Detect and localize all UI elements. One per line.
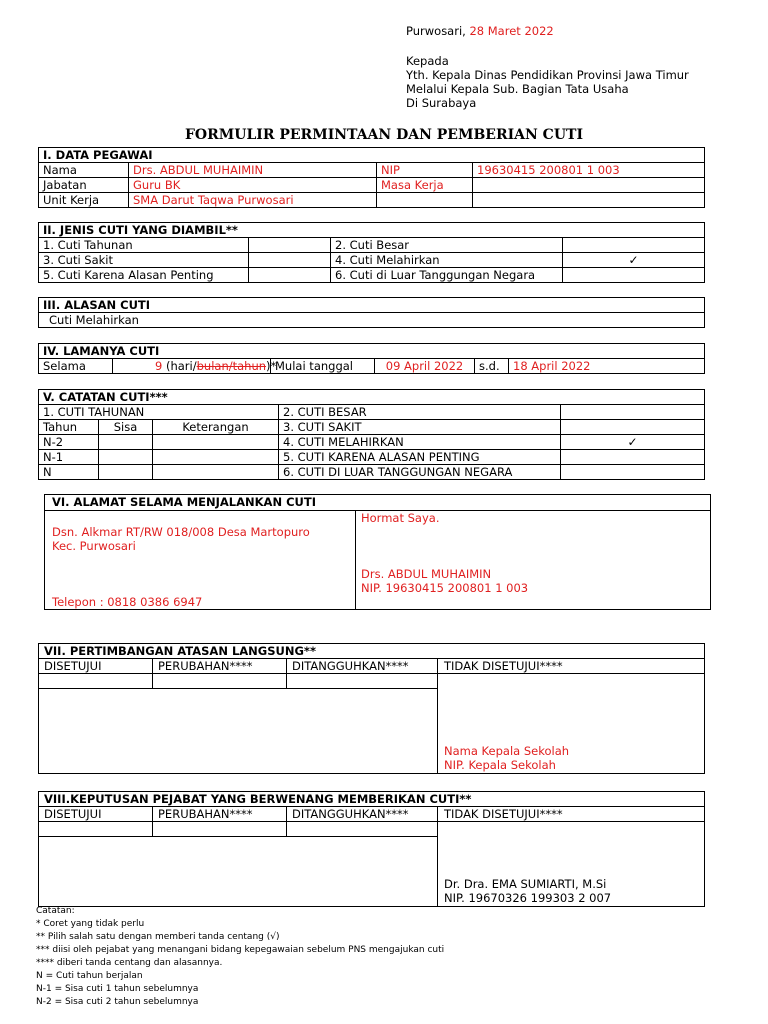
col-disetujui: DISETUJUI [44, 807, 102, 821]
year-row-label: N-1 [39, 450, 99, 465]
cuti-check-cell [563, 268, 705, 283]
col-keterangan: Keterangan [153, 420, 279, 435]
col-ditangguhkan: DITANGGUHKAN**** [292, 659, 409, 673]
applicant-name: Drs. ABDUL MUHAIMIN [361, 567, 492, 581]
recipient-line-3: Di Surabaya [406, 96, 477, 110]
address-line-2: Kec. Purwosari [52, 539, 136, 553]
recipient-label: Kepada [406, 54, 449, 68]
section-4-heading: IV. LAMANYA CUTI [39, 344, 705, 359]
section-data-pegawai [38, 147, 705, 208]
form-title: FORMULIR PERMINTAAN DAN PEMBERIAN CUTI [184, 127, 583, 143]
cuti-option: 1. Cuti Tahunan [39, 238, 249, 253]
cuti-check-cell [249, 238, 331, 253]
section-1-heading: I. DATA PEGAWAI [39, 148, 705, 163]
start-date: 09 April 2022 [375, 359, 475, 374]
unit-kerja-value: SMA Darut Taqwa Purwosari [129, 193, 377, 208]
jabatan-label: Jabatan [39, 178, 129, 193]
col-tahun: Tahun [39, 420, 99, 435]
catatan-option: 6. CUTI DI LUAR TANGGUNGAN NEGARA [279, 465, 561, 480]
section-2-heading: II. JENIS CUTI YANG DIAMBIL** [39, 223, 705, 238]
cuti-option: 6. Cuti di Luar Tanggungan Negara [331, 268, 563, 283]
section-6-heading: VI. ALAMAT SELAMA MENJALANKAN CUTI [52, 495, 316, 509]
col-disetujui: DISETUJUI [44, 659, 102, 673]
note-line: N = Cuti tahun berjalan [36, 971, 143, 981]
section-3-heading: III. ALASAN CUTI [39, 298, 705, 313]
note-line: * Coret yang tidak perlu [36, 919, 145, 929]
nama-label: Nama [39, 163, 129, 178]
cuti-check-cell [249, 268, 331, 283]
cuti-option: 5. Cuti Karena Alasan Penting [39, 268, 249, 283]
note-line: N-1 = Sisa cuti 1 tahun sebelumnya [36, 984, 199, 994]
cuti-option: 2. Cuti Besar [331, 238, 563, 253]
official-name: Dr. Dra. EMA SUMIARTI, M.Si [444, 877, 607, 891]
duration-unit-open: (hari/ [165, 359, 197, 373]
year-row-label: N [39, 465, 99, 480]
nip-label: NIP [377, 163, 473, 178]
letter-date: 28 Maret 2022 [469, 24, 554, 38]
letter-place-date [406, 24, 554, 38]
applicant-nip: NIP. 19630415 200801 1 003 [361, 581, 529, 595]
recipient-line-2: Melalui Kepala Sub. Bagian Tata Usaha [406, 82, 629, 96]
unit-kerja-label: Unit Kerja [39, 193, 129, 208]
principal-nip: NIP. Kepala Sekolah [444, 758, 556, 772]
section-alasan-cuti [38, 297, 705, 328]
section-8-heading: VIII.KEPUTUSAN PEJABAT YANG BERWENANG MEMBERIKAN CUTI** [44, 792, 472, 806]
sd-label: s.d. [475, 359, 509, 374]
note-line: N-2 = Sisa cuti 2 tahun sebelumnya [36, 997, 199, 1007]
hormat-saya: Hormat Saya. [361, 511, 440, 525]
masa-kerja-label: Masa Kerja [377, 178, 473, 193]
mulai-label: Mulai tanggal [271, 359, 375, 374]
end-date: 18 April 2022 [509, 359, 705, 374]
year-row-label: N-2 [39, 435, 99, 450]
catatan-option: 2. CUTI BESAR [279, 405, 561, 420]
cuti-check-cell [249, 253, 331, 268]
col-ditangguhkan: DITANGGUHKAN**** [292, 807, 409, 821]
checkmark-icon: ✓ [628, 253, 639, 267]
duration-cell [113, 359, 277, 374]
notes-title: Catatan: [36, 906, 75, 916]
section-7-heading: VII. PERTIMBANGAN ATASAN LANGSUNG** [44, 644, 316, 658]
cuti-check-cell [563, 238, 705, 253]
note-line: *** diisi oleh pejabat yang menangani bidang kepegawaian sebelum PNS mengajukan cuti [36, 945, 445, 955]
letter-place: Purwosari, [406, 24, 466, 38]
section-catatan-cuti [38, 389, 705, 480]
section-lamanya-cuti [38, 343, 705, 374]
cuti-tahunan-title: 1. CUTI TAHUNAN [39, 405, 279, 420]
recipient-line-1: Yth. Kepala Dinas Pendidikan Provinsi Jawa Timur [406, 68, 689, 82]
catatan-option: 3. CUTI SAKIT [279, 420, 561, 435]
official-nip: NIP. 19670326 199303 2 007 [444, 891, 612, 905]
selama-label: Selama [39, 359, 113, 374]
duration-unit-close: )* [266, 359, 277, 373]
catatan-option: 4. CUTI MELAHIRKAN [279, 435, 561, 450]
nama-value: Drs. ABDUL MUHAIMIN [129, 163, 377, 178]
duration-unit-struck: bulan/tahun [196, 359, 267, 373]
phone-number: Telepon : 0818 0386 6947 [52, 595, 203, 609]
alasan-value: Cuti Melahirkan [39, 313, 705, 328]
cuti-option: 3. Cuti Sakit [39, 253, 249, 268]
col-sisa: Sisa [99, 420, 153, 435]
nip-value: 19630415 200801 1 003 [473, 163, 705, 178]
cuti-check-cell [563, 253, 705, 268]
col-perubahan: PERUBAHAN**** [158, 807, 253, 821]
checkmark-icon: ✓ [627, 435, 638, 449]
cuti-option: 4. Cuti Melahirkan [331, 253, 563, 268]
note-line: **** diberi tanda centang dan alasannya. [36, 958, 223, 968]
duration-value: 9 [155, 359, 163, 373]
address-line-1: Dsn. Alkmar RT/RW 018/008 Desa Martopuro [52, 525, 310, 539]
col-perubahan: PERUBAHAN**** [158, 659, 253, 673]
col-tidak-disetujui: TIDAK DISETUJUI**** [444, 807, 563, 821]
principal-name: Nama Kepala Sekolah [444, 744, 570, 758]
masa-kerja-value [473, 178, 705, 193]
note-line: ** Pilih salah satu dengan memberi tanda centang (√) [36, 932, 280, 942]
jabatan-value: Guru BK [129, 178, 377, 193]
section-5-heading: V. CATATAN CUTI*** [39, 390, 705, 405]
catatan-option: 5. CUTI KARENA ALASAN PENTING [279, 450, 561, 465]
col-tidak-disetujui: TIDAK DISETUJUI**** [444, 659, 563, 673]
section-jenis-cuti [38, 222, 705, 283]
